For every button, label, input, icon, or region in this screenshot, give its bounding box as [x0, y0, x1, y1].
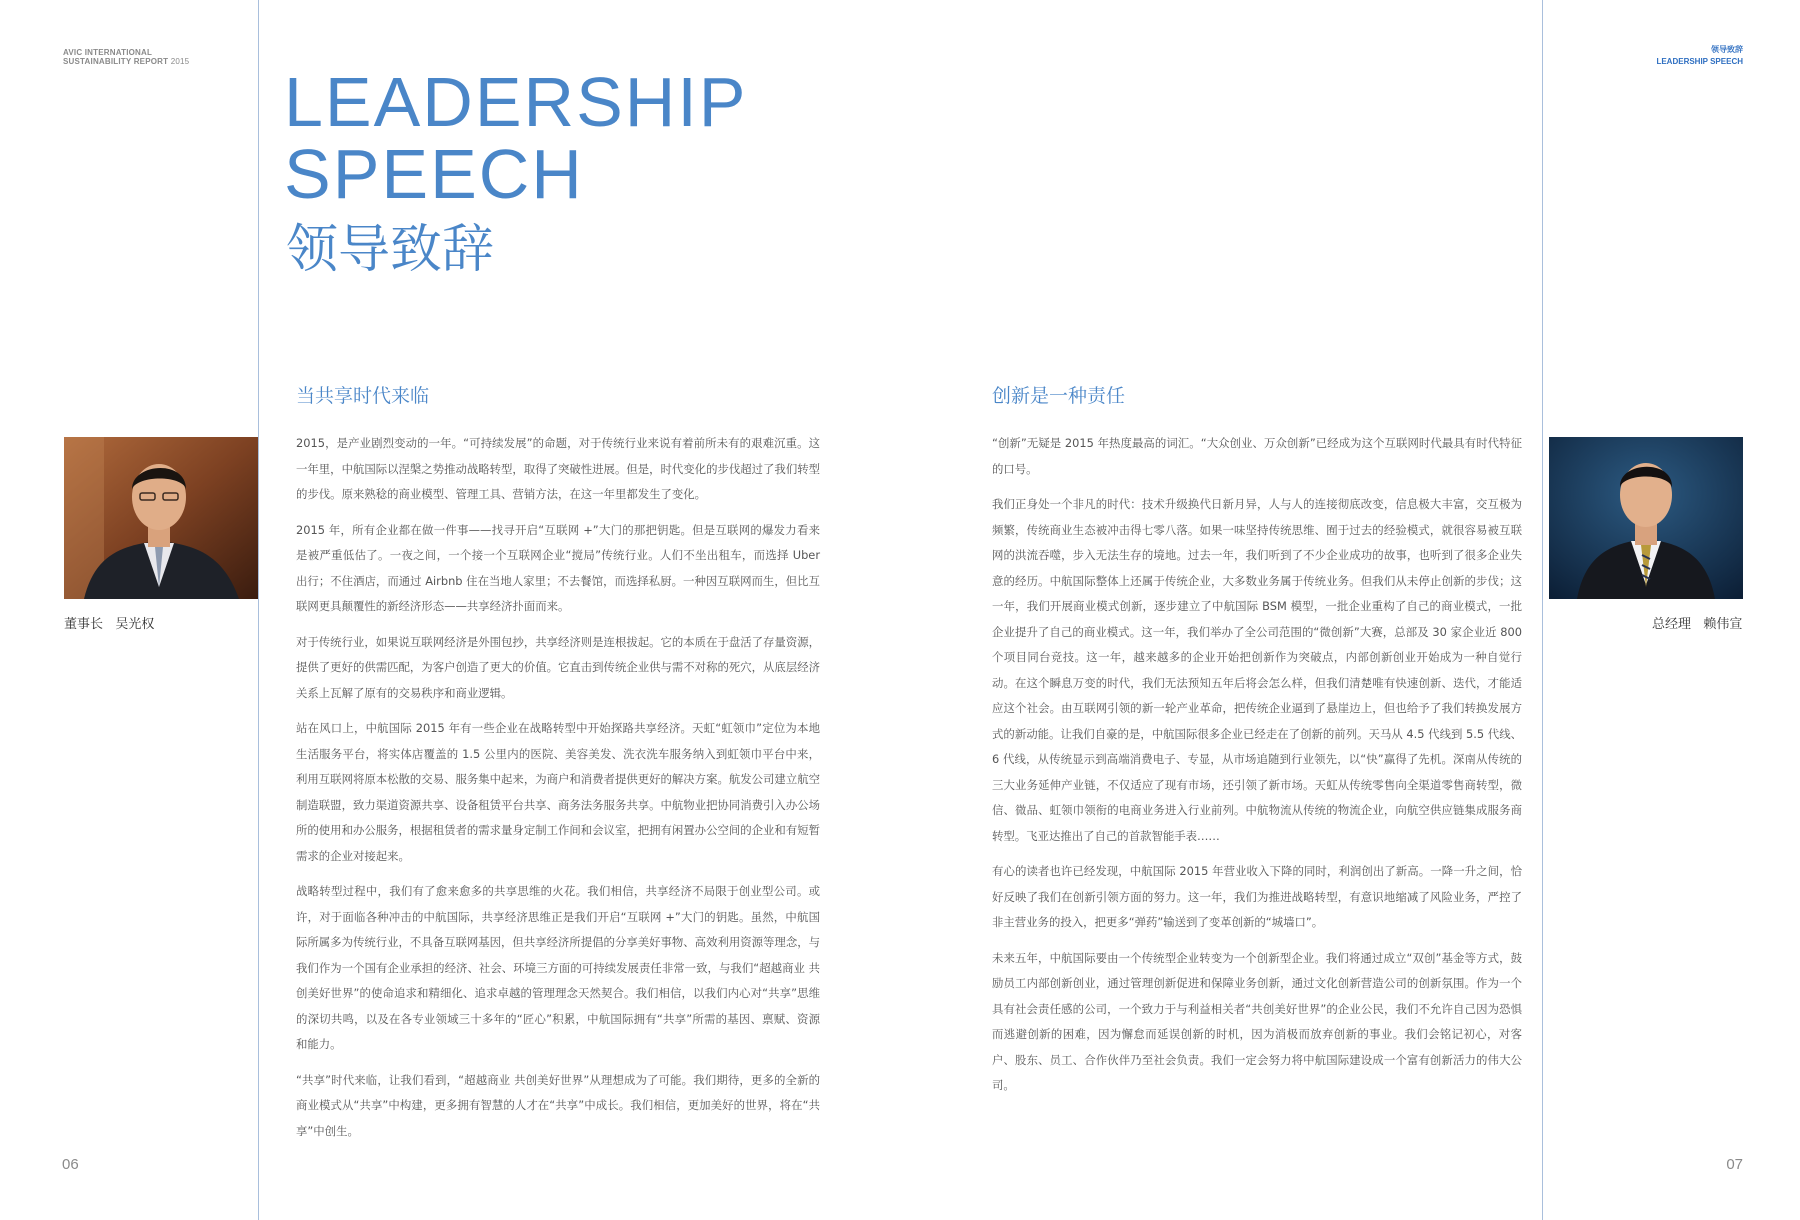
right-paragraph: 我们正身处一个非凡的时代：技术升级换代日新月异，人与人的连接彻底改变，信息极大丰富，交互极为频繁，传统商业生态被冲击得七零八落。如果一味坚持传统思维、囿于过去的经验模式，就很容易被互联网的洪流吞噬，步入无法生存的境地。过去一年，我们听到了不少企业成功的故事，也听到了很多企业失意的经历。中航国际整体上还属于传统企业，大多数业务属于传统业务。但我们从未停止创新的步伐；这一年，我们开展商业模式创新，逐步建立了中航国际 BSM 模型，一批企业重构了自己的商业模式，一批企业提升了自己的商业模式。这一年，我们举办了全公司范围的“微创新”大赛，总部及 30 家企业近 800 个项目同台竞技。这一年，越来越多的企业开始把创新作为突破点，内部创新创业开始成为一种自觉行动。在这个瞬息万变的时代，我们无法预知五年后将会怎么样，但我们清楚唯有快速创新、迭代，才能适应这个社会。由互联网引领的新一轮产业革命，把传统企业逼到了悬崖边上，但也给予了我们转换发展方式的新动能。让我们自豪的是，中航国际很多企业已经走在了创新的前列。天马从 4.5 代线到 5.5 代线、6 代线，从传统显示到高端消费电子、专显，从市场追随到行业领先，以“快”赢得了先机。深南从传统的三大业务延伸产业链，不仅适应了现有市场，还引领了新市场。天虹从传统零售向全渠道零售商转型，微信、微品、虹领巾领衔的电商业务进入行业前列。中航物流从传统的物流企业，向航空供应链集成服务商转型。飞亚达推出了自己的首款智能手表…… [992, 497, 1522, 843]
general-manager-caption: 总经理 赖伟宣 [1652, 617, 1743, 632]
report-year: 2015 [170, 57, 190, 66]
page-title [284, 63, 748, 213]
left-body-column [296, 431, 820, 1154]
left-paragraph: 站在风口上，中航国际 2015 年有一些企业在战略转型中开始探路共享经济。天虹“虹领巾”定位为本地生活服务平台，将实体店覆盖的 1.5 公里内的医院、美容美发、洗衣洗车服务纳入到虹领巾平台中来，利用互联网将原本松散的交易、服务集中起来，为商户和消费者提供更好的解决方案。航发公司建立航空制造联盟，致力渠道资源共享、设备租赁平台共享、商务法务服务共享。中航物业把协同消费引入办公场所的使用和办公服务，根据租赁者的需求量身定制工作间和会议室，把拥有闲置办公空间的企业和有短暂需求的企业对接起来。 [296, 721, 820, 863]
page-number-left: 06 [62, 1156, 79, 1173]
left-paragraph: 战略转型过程中，我们有了愈来愈多的共享思维的火花。我们相信，共享经济不局限于创业型公司。或许，对于面临各种冲击的中航国际，共享经济思维正是我们开启“互联网 +”大门的钥匙。虽然，中航国际所属多为传统行业，不具备互联网基因，但共享经济所提倡的分享美好事物、高效利用资源等理念，与我们作为一个国有企业承担的经济、社会、环境三方面的可持续发展责任非常一致，与我们“超越商业 共创美好世界”的使命追求和精细化、追求卓越的管理理念天然契合。我们相信，以我们内心对“共享”思维的深切共鸣，以及在各专业领域三十多年的“匠心”积累，中航国际拥有“共享”所需的基因、禀赋、资源和能力。 [296, 884, 820, 1051]
left-margin-rule [258, 0, 259, 1220]
chairman-caption: 董事长 吴光权 [64, 617, 155, 632]
running-header-en: LEADERSHIP SPEECH [1656, 57, 1743, 66]
left-paragraph: 2015 年，所有企业都在做一件事——找寻开启“互联网 +”大门的那把钥匙。但是互联网的爆发力看来是被严重低估了。一夜之间，一个接一个互联网企业“搅局”传统行业。人们不坐出租车，而选择 Uber 出行；不住酒店，而通过 Airbnb 住在当地人家里；不去餐馆，而选择私厨。一种因互联网而生，但比互联网更具颠覆性的新经济形态——共享经济扑面而来。 [296, 522, 820, 613]
brand-line2: SUSTAINABILITY REPORT [63, 57, 169, 66]
left-paragraph: “共享”时代来临，让我们看到，“超越商业 共创美好世界”从理想成为了可能。我们期待，更多的全新的商业模式从“共享”中构建，更多拥有智慧的人才在“共享”中成长。我们相信，更加美好的世界，将在“共享”中创生。 [296, 1072, 820, 1138]
right-paragraph: 有心的读者也许已经发现，中航国际 2015 年营业收入下降的同时，利润创出了新高。一降一升之间，恰好反映了我们在创新引领方面的努力。这一年，我们为推进战略转型，有意识地缩减了风险业务，严控了非主营业务的投入，把更多“弹药”输送到了变革创新的“城墙口”。 [992, 864, 1522, 929]
right-section-title: 创新是一种责任 [992, 385, 1126, 407]
page-title-cn: 领导致辞 [286, 220, 495, 280]
brand-line1: AVIC INTERNATIONAL [63, 48, 153, 57]
report-brand [63, 48, 189, 66]
general-manager-portrait [1549, 437, 1743, 599]
title-line2: SPEECH [284, 135, 584, 213]
left-section-title: 当共享时代来临 [296, 385, 430, 407]
left-paragraph: 对于传统行业，如果说互联网经济是外围包抄，共享经济则是连根拔起。它的本质在于盘活了存量资源，提供了更好的供需匹配，为客户创造了更大的价值。它直击到传统企业供与需不对称的死穴，从底层经济关系上瓦解了原有的交易秩序和商业逻辑。 [296, 634, 820, 700]
chairman-portrait [64, 437, 258, 599]
title-line1: LEADERSHIP [284, 63, 748, 141]
right-paragraph: 未来五年，中航国际要由一个传统型企业转变为一个创新型企业。我们将通过成立“双创”基金等方式，鼓励员工内部创新创业，通过管理创新促进和保障业务创新，通过文化创新营造公司的创新氛围。作为一个具有社会责任感的公司，一个致力于与利益相关者“共创美好世界”的企业公民，我们不允许自己因为恐惧而逃避创新的困难，因为懈怠而延误创新的时机，因为消极而放弃创新的事业。我们会铭记初心，对客户、股东、员工、合作伙伴乃至社会负责。我们一定会努力将中航国际建设成一个富有创新活力的伟大公司。 [992, 950, 1522, 1092]
page-number-right: 07 [1726, 1156, 1743, 1173]
right-paragraph: “创新”无疑是 2015 年热度最高的词汇。“大众创业、万众创新”已经成为这个互联网时代最具有时代特征的口号。 [992, 436, 1522, 476]
running-header-cn: 领导致辞 [1711, 45, 1743, 54]
left-paragraph: 2015，是产业剧烈变动的一年。“可持续发展”的命题，对于传统行业来说有着前所未有的艰难沉重。这一年里，中航国际以涅槃之势推动战略转型，取得了突破性进展。但是，时代变化的步伐超过了我们转型的步伐。原来熟稔的商业模型、管理工具、营销方法，在这一年里都发生了变化。 [296, 436, 820, 501]
right-body-column [992, 431, 1522, 1109]
running-header [1656, 44, 1743, 68]
right-margin-rule [1542, 0, 1543, 1220]
